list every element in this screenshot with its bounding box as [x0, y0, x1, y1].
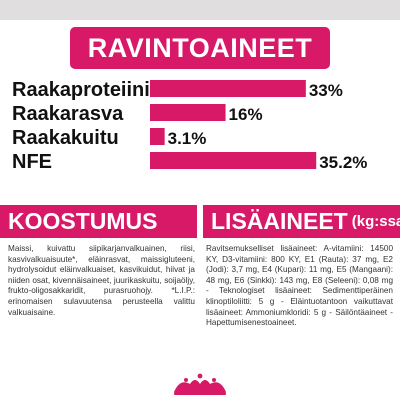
value-label: 3.1%: [167, 129, 207, 148]
additives-title-bar: [203, 205, 409, 238]
royal-canin-crown-logo: [160, 372, 240, 396]
category-label: Raakarasva: [12, 103, 124, 125]
category-label: NFE: [12, 151, 52, 173]
composition-text: Maissi, kuivattu siipikarjanvalkuainen, riisi, kasvivalkuaisuute*, eläinrasvat, maissigluteeni, hydrolysoidut eläinvalkuaiset, kasvikuidut, hiivat ja niiden osat, kivennäisaineet, juurikaskuitu, soijaöljy, frukto-oligosakkaridit, purasruohojy. *L.I.P.: erinomaisen sulavuutensa perusteella valittu valkuaisaine.: [8, 244, 195, 317]
value-label: 16%: [228, 105, 263, 124]
category-label: Raakaproteiini: [12, 79, 150, 101]
composition-title: KOOSTUMUS: [8, 208, 158, 234]
additives-unit: (kg:ssa): [351, 213, 409, 230]
bar: [150, 152, 316, 169]
category-label: Raakakuitu: [12, 127, 119, 149]
nutrients-title: RAVINTOAINEET: [87, 32, 313, 63]
additives-title: LISÄAINEET: [211, 208, 348, 234]
bar: [150, 80, 306, 97]
value-label: 33%: [308, 81, 343, 100]
additives-text: Ravitsemukselliset lisäaineet: A-vitamiini: 14500 KY, D3-vitamiini: 800 KY, E1 (Rauta): 37 mg, E2 (Jodi): 3,7 mg, E4 (Kupari): 11 mg, E5 (Mangaani): 48 mg, E6 (Sinkki): 143 mg, E8 (Seleeni): 0,08 mg - Teknologiset lisäaineet: Sedimenttiperäinen klinoptiloliitti: 5 g - Eläintuotantoon vaikuttavat lisäaineet: Ammoniumkloridi: 5 g - Säilöntäaineet - Hapettumisenestoaineet.: [206, 244, 393, 328]
composition-title-bar: [0, 205, 197, 238]
value-label: 35.2%: [319, 153, 368, 172]
bar: [150, 128, 165, 145]
bar: [150, 104, 226, 121]
